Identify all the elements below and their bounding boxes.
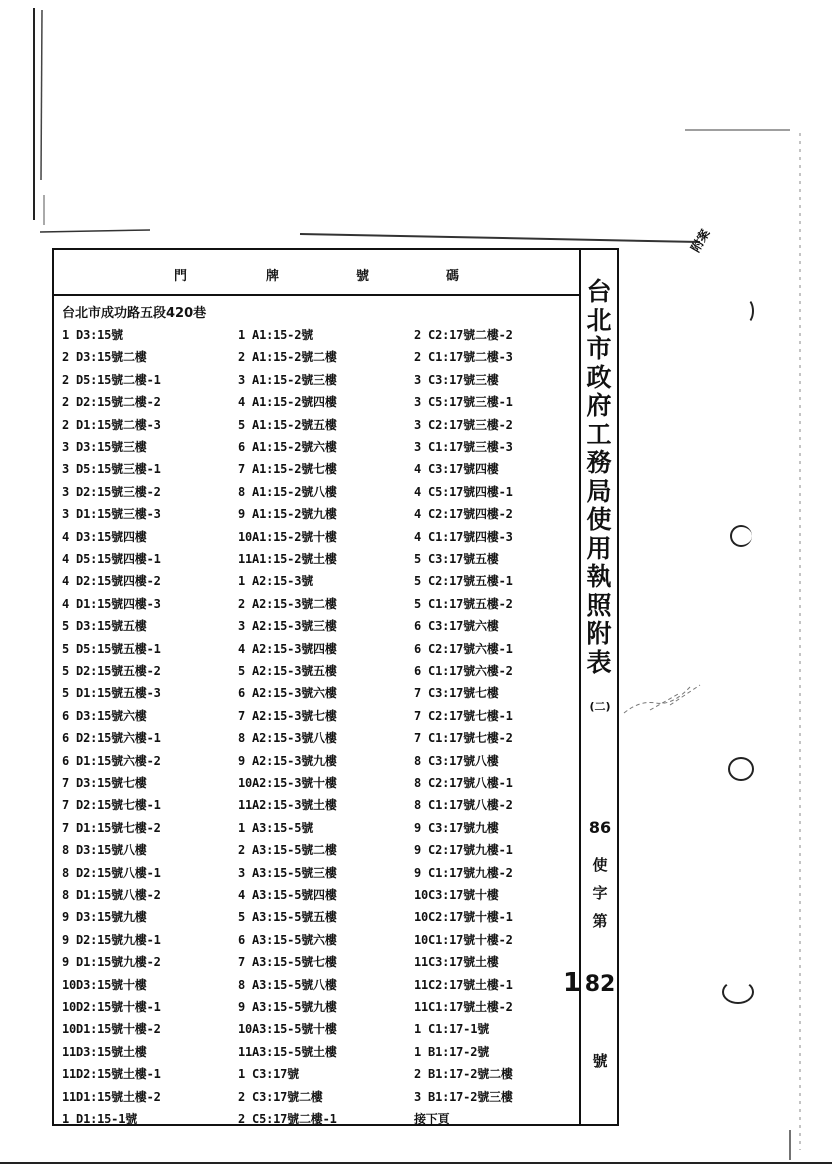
title-char: 附: [586, 619, 612, 648]
address-entry: 1 D3:15號: [62, 328, 123, 342]
address-entry: 10C3:17號十樓: [414, 888, 499, 902]
address-entry: 5 C3:17號五樓: [414, 552, 499, 566]
address-entry: 2 A2:15-3號二樓: [238, 596, 337, 611]
address-entry: 10D2:15號十樓-1: [62, 1000, 161, 1014]
title-char: 市: [586, 334, 612, 363]
permit-suffix: 號: [592, 1052, 608, 1070]
address-entry: 2 C5:17號二樓-1: [238, 1112, 337, 1126]
address-entry: 3 D5:15號三樓-1: [62, 462, 161, 477]
address-entry: 11D3:15號土樓: [62, 1044, 147, 1059]
address-entry: 10C1:17號十樓-2: [414, 932, 513, 947]
margin-mark-2: [730, 525, 752, 547]
address-entry: 3 B1:17-2號三樓: [414, 1089, 513, 1104]
title-char: 表: [586, 647, 612, 677]
address-entry: 3 D3:15號三樓: [62, 440, 147, 454]
address-entry: 7 C2:17號七樓-1: [414, 708, 513, 723]
header-row: [54, 250, 579, 296]
address-entry: 1 D1:15-1號: [62, 1112, 138, 1126]
address-entry: 9 D1:15號九樓-2: [62, 955, 161, 970]
margin-mark-1: [738, 298, 754, 324]
address-entry: 9 C2:17號九樓-1: [414, 843, 513, 858]
address-entry: 2 D5:15號二樓-1: [62, 372, 161, 387]
address-entry: 8 A1:15-2號八樓: [238, 484, 337, 499]
title-char: 局: [586, 476, 612, 506]
address-entry: 11C3:17號土樓: [414, 955, 499, 970]
address-entry: 9 D2:15號九樓-1: [62, 932, 161, 947]
address-entry: 1 C1:17-1號: [414, 1022, 490, 1037]
address-entry: 4 D3:15號四樓: [62, 529, 147, 544]
address-entry: 10A1:15-2號十樓: [238, 529, 337, 544]
address-entry: 3 A3:15-5號三樓: [238, 865, 337, 880]
address-entry: 8 A3:15-5號八樓: [238, 977, 337, 992]
address-entry: 6 D2:15號六樓-1: [62, 731, 161, 746]
address-entry: 2 D2:15號二樓-2: [62, 395, 161, 410]
address-entry: 9 A2:15-3號九樓: [238, 753, 337, 768]
address-entry: 4 C3:17號四樓: [414, 462, 499, 477]
address-entry: 11A1:15-2號土樓: [238, 552, 337, 566]
address-entry: 8 D1:15號八樓-2: [62, 888, 161, 902]
address-entry: 3 A2:15-3號三樓: [238, 619, 337, 634]
address-entry: 11C1:17號土樓-2: [414, 1000, 513, 1014]
address-entry: 3 C1:17號三樓-3: [414, 440, 513, 454]
address-entry: 10A2:15-3號十樓: [238, 776, 337, 790]
address-entry: 4 A1:15-2號四樓: [238, 395, 337, 410]
address-entry: 6 C2:17號六樓-1: [414, 641, 513, 656]
address-entry: 1 A2:15-3號: [238, 574, 314, 589]
address-entry: 11D2:15號土樓-1: [62, 1067, 161, 1082]
address-entry: 2 C1:17號二樓-3: [414, 350, 513, 365]
address-entry: 8 A2:15-3號八樓: [238, 731, 337, 746]
title-char: 照: [586, 590, 612, 620]
margin-mark-3: [728, 757, 754, 781]
title-suffix: (二): [589, 700, 611, 713]
margin-mark-4: [722, 980, 754, 1004]
title-char: 工: [586, 419, 612, 449]
address-entry: 10D3:15號十樓: [62, 977, 147, 992]
address-entry: 4 A3:15-5號四樓: [238, 888, 337, 902]
permit-char: 第: [592, 912, 608, 930]
header-label: 碼: [446, 269, 460, 284]
address-entry: 9 C1:17號九樓-2: [414, 865, 513, 880]
title-char: 執: [586, 562, 612, 591]
address-entry: 1 B1:17-2號: [414, 1044, 490, 1059]
title-column: [579, 250, 617, 1124]
street-name: 台北市成功路五段420巷: [62, 306, 207, 321]
address-entry: 5 D3:15號五樓: [62, 619, 147, 634]
address-entry: 4 C1:17號四樓-3: [414, 529, 513, 544]
address-entry: 10D1:15號十樓-2: [62, 1022, 161, 1037]
address-entry: 2 A3:15-5號二樓: [238, 843, 337, 858]
title-char: 北: [586, 305, 612, 335]
address-entry: 7 D1:15號七樓-2: [62, 820, 161, 835]
address-entry: 5 D5:15號五樓-1: [62, 641, 161, 656]
permit-char: 使: [592, 856, 608, 874]
address-entry: 接下頁: [414, 1112, 450, 1126]
title-char: 用: [586, 533, 612, 563]
address-entry: 9 D3:15號九樓: [62, 910, 147, 925]
title-char: 使: [586, 505, 612, 534]
address-entry: 10C2:17號十樓-1: [414, 910, 513, 925]
address-entry: 7 C3:17號七樓: [414, 686, 499, 701]
address-entry: 8 C3:17號八樓: [414, 753, 499, 768]
address-entry: 4 D1:15號四樓-3: [62, 596, 161, 611]
address-entry: 6 D3:15號六樓: [62, 708, 147, 723]
address-entry: 2 C2:17號二樓-2: [414, 328, 513, 342]
permit-number-prefix: 1: [563, 968, 582, 998]
address-entry: 6 D1:15號六樓-2: [62, 753, 161, 768]
address-entry: 7 D2:15號七樓-1: [62, 798, 161, 813]
address-entry: 7 A3:15-5號七樓: [238, 955, 337, 970]
address-entry: 5 D1:15號五樓-3: [62, 686, 161, 701]
address-entry: 2 B1:17-2號二樓: [414, 1067, 513, 1082]
address-entry: 5 C1:17號五樓-2: [414, 596, 513, 611]
address-entry: 6 A1:15-2號六樓: [238, 440, 337, 454]
address-entry: 3 C2:17號三樓-2: [414, 417, 513, 432]
title-char: 政: [586, 362, 612, 392]
address-entry: 6 A2:15-3號六樓: [238, 686, 337, 701]
address-entry: 5 C2:17號五樓-1: [414, 574, 513, 589]
address-entry: 8 D2:15號八樓-1: [62, 865, 161, 880]
address-entry: 1 A3:15-5號: [238, 820, 314, 835]
permit-number: 82: [584, 972, 616, 997]
title-char: 台: [586, 277, 612, 306]
header-label: 號: [356, 269, 370, 284]
address-entry: 9 C3:17號九樓: [414, 820, 499, 835]
permit-year: 86: [588, 818, 612, 837]
title-char: 務: [586, 448, 612, 477]
address-entry: 4 A2:15-3號四樓: [238, 641, 337, 656]
address-entry: 5 A3:15-5號五樓: [238, 910, 337, 925]
address-entry: 3 C3:17號三樓: [414, 372, 499, 387]
address-entry: 6 C3:17號六樓: [414, 619, 499, 634]
address-entry: 7 A2:15-3號七樓: [238, 708, 337, 723]
address-entry: 2 C3:17號二樓: [238, 1089, 323, 1104]
header-label: 牌: [266, 269, 280, 284]
address-entry: 2 D1:15號二樓-3: [62, 417, 161, 432]
address-entry: 6 A3:15-5號六樓: [238, 932, 337, 947]
address-entry: 7 A1:15-2號七樓: [238, 462, 337, 477]
address-entry: 5 A2:15-3號五樓: [238, 664, 337, 678]
address-entry: 7 C1:17號七樓-2: [414, 731, 513, 746]
address-entry: 5 D2:15號五樓-2: [62, 664, 161, 678]
address-table: [52, 248, 619, 1126]
address-entry: 8 C1:17號八樓-2: [414, 798, 513, 813]
address-entry: 4 D5:15號四樓-1: [62, 552, 161, 566]
address-entry: 5 A1:15-2號五樓: [238, 417, 337, 432]
address-entry: 3 D2:15號三樓-2: [62, 484, 161, 499]
handwritten-stamp: 附案: [688, 226, 713, 255]
address-entry: 4 D2:15號四樓-2: [62, 574, 161, 589]
address-entry: 3 C5:17號三樓-1: [414, 395, 513, 410]
address-entry: 1 A1:15-2號: [238, 328, 314, 342]
address-entry: 7 D3:15號七樓: [62, 776, 147, 790]
address-entry: 11A2:15-3號土樓: [238, 798, 337, 813]
title-char: 府: [586, 391, 612, 420]
address-entry: 6 C1:17號六樓-2: [414, 664, 513, 678]
address-entry: 4 C2:17號四樓-2: [414, 507, 513, 522]
address-entry: 11C2:17號土樓-1: [414, 977, 513, 992]
pencil-scribble: [620, 665, 710, 725]
address-entry: 3 D1:15號三樓-3: [62, 507, 161, 522]
permit-char: 字: [592, 884, 608, 902]
address-entry: 11A3:15-5號土樓: [238, 1044, 337, 1059]
address-entry: 9 A3:15-5號九樓: [238, 1000, 337, 1014]
address-entry: 2 D3:15號二樓: [62, 350, 147, 365]
address-entry: 9 A1:15-2號九樓: [238, 507, 337, 522]
address-entry: 8 C2:17號八樓-1: [414, 776, 513, 790]
address-entry: 3 A1:15-2號三樓: [238, 372, 337, 387]
header-label: 門: [174, 269, 188, 284]
address-entry: 2 A1:15-2號二樓: [238, 350, 337, 365]
address-entry: 1 C3:17號: [238, 1067, 299, 1082]
address-entry: 8 D3:15號八樓: [62, 843, 147, 858]
address-entry: 10A3:15-5號十樓: [238, 1022, 337, 1037]
address-entry: 4 C5:17號四樓-1: [414, 484, 513, 499]
address-entry: 11D1:15號土樓-2: [62, 1089, 161, 1104]
